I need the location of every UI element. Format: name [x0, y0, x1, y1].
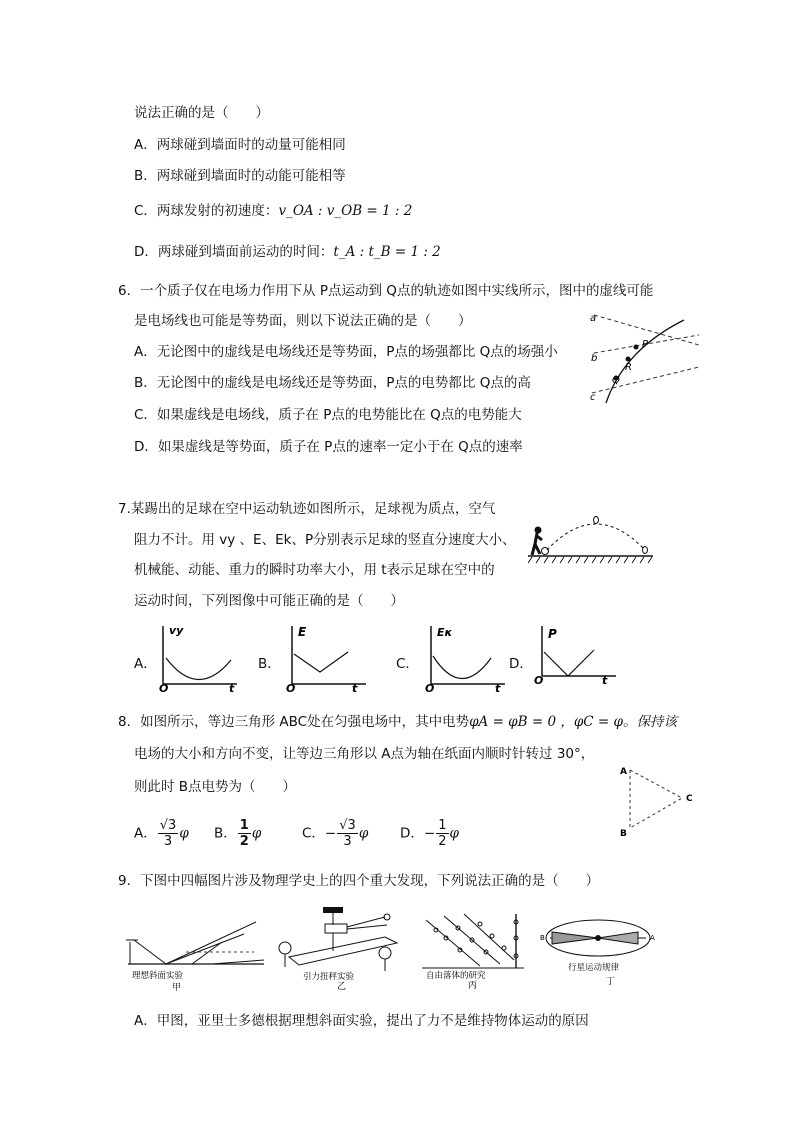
bing-caption: 自由落体的研究 — [426, 971, 486, 981]
q9-stem: 9．下图中四幅图片涉及物理学史上的四个重大发现，下列说法正确的是（ ） — [118, 873, 600, 889]
q8-stem-line3: 则此时 B点电势为（ ） — [134, 779, 297, 795]
q8-d-phi: φ — [449, 825, 459, 842]
ding-label-b: B — [540, 934, 545, 942]
bing-tag: 丙 — [468, 981, 478, 990]
q8-stem-line1-text: 8．如图所示，等边三角形 ABC处在匀强电场中，其中电势 — [118, 714, 470, 730]
graph-d-origin: O — [534, 674, 544, 687]
jia-caption: 理想斜面实验 — [132, 971, 184, 981]
q8-a-phi: φ — [179, 825, 189, 842]
q8-label-b: B — [620, 829, 627, 839]
q5-stem-tail: 说法正确的是（ ） — [134, 105, 269, 121]
ding-tag: 丁 — [606, 977, 616, 987]
q6-option-d: D．如果虚线是等势面，质子在 P点的速率一定小于在 Q点的速率 — [134, 439, 523, 455]
q5-option-d-text: D．两球碰到墙面前运动的时间： — [134, 244, 334, 260]
graph-a-origin: O — [159, 682, 169, 694]
q8-stem-line1-math: φA = φB = 0 ，φC = φ。保持该 — [469, 714, 677, 730]
q6-label-p: P — [642, 339, 649, 350]
q8-option-d-prefix: D．− — [400, 825, 436, 842]
q8-b-num: 1 — [239, 818, 249, 833]
q6-stem-line1: 6．一个质子仅在电场力作用下从 P点运动到 Q点的轨迹如图中实线所示，图中的虚线可能 — [118, 283, 654, 299]
q5-option-d-math: t_A : t_B = 1 : 2 — [333, 244, 441, 260]
q7-graph-a — [153, 622, 243, 694]
yi-caption: 引力扭秤实验 — [303, 972, 355, 982]
q8-stem-line1 — [118, 713, 677, 731]
q6-field-figure — [584, 305, 704, 405]
q7-stem-line3: 机械能、动能、重力的瞬时功率大小，用 t表示足球在空中的 — [134, 562, 495, 578]
q8-c-num: √3 — [339, 818, 356, 833]
player-icon — [532, 527, 542, 556]
jia-tag: 甲 — [172, 983, 182, 992]
q6-label-r: R — [625, 362, 632, 373]
q9-option-a: A．甲图，亚里士多德根据理想斜面实验，提出了力不是维持物体运动的原因 — [134, 1013, 589, 1029]
q6-label-q: Q — [612, 375, 620, 386]
q6-label-a: a — [590, 313, 597, 324]
q8-option-d — [400, 818, 459, 849]
q6-option-c: C．如果虚线是电场线，质子在 P点的电势能比在 Q点的电势能大 — [134, 407, 522, 423]
q8-option-a-prefix: A． — [134, 825, 157, 842]
graph-c-ylabel: Eκ — [437, 626, 453, 639]
q8-option-a — [134, 818, 189, 849]
q7-graph-b — [282, 622, 372, 694]
q8-stem-line2: 电场的大小和方向不变，让等边三角形以 A点为轴在纸面内顺时针转过 30°， — [134, 746, 595, 762]
q9-figure-jia — [126, 912, 268, 992]
q5-option-d — [134, 243, 441, 261]
graph-c-xlabel: t — [495, 682, 501, 694]
graph-c-origin: O — [425, 682, 435, 694]
graph-d-xlabel: t — [602, 674, 608, 687]
q8-a-num: √3 — [159, 818, 177, 833]
graph-a-ylabel: vy — [169, 624, 184, 637]
q5-option-a: A．两球碰到墙面时的动量可能相同 — [134, 137, 346, 153]
yi-tag: 乙 — [337, 982, 347, 991]
q7-stem-line4: 运动时间，下列图像中可能正确的是（ ） — [134, 593, 404, 609]
graph-b-origin: O — [286, 682, 296, 694]
q7-graph-b-label: B． — [258, 656, 281, 672]
q7-graph-c — [421, 622, 511, 694]
q8-d-den: 2 — [438, 834, 447, 849]
q7-graph-a-label: A． — [134, 656, 157, 672]
q8-option-b — [214, 818, 261, 849]
q8-label-a: A — [620, 767, 627, 777]
q7-graph-d — [532, 622, 622, 688]
q6-option-a: A．无论图中的虚线是电场线还是等势面，P点的场强都比 Q点的场强小 — [134, 344, 558, 360]
q6-label-c: c — [590, 392, 596, 403]
q5-option-c — [134, 202, 412, 220]
q8-b-den: 2 — [239, 834, 249, 849]
q8-label-c: C — [686, 794, 693, 804]
graph-d-ylabel: P — [548, 627, 557, 641]
q9-figure-yi — [275, 905, 415, 991]
q7-kick-figure — [528, 508, 658, 568]
q8-triangle-figure — [612, 758, 702, 840]
graph-b-xlabel: t — [352, 682, 358, 694]
q5-option-c-text: C．两球发射的初速度： — [134, 203, 279, 219]
q6-label-b: b — [591, 353, 598, 364]
q7-stem-line1: 7.某踢出的足球在空中运动轨迹如图所示，足球视为质点，空气 — [118, 501, 496, 517]
q9-figure-ding — [538, 912, 662, 992]
q8-option-c-prefix: C．− — [302, 825, 337, 842]
q8-a-den: 3 — [163, 834, 173, 849]
q8-d-num: 1 — [438, 818, 447, 833]
graph-a-xlabel: t — [229, 682, 235, 694]
q8-b-phi: φ — [251, 825, 262, 842]
q8-c-den: 3 — [343, 834, 352, 849]
q6-stem-line2: 是电场线也可能是等势面，则以下说法正确的是（ ） — [134, 313, 472, 329]
q8-c-phi: φ — [358, 825, 369, 842]
q6-option-b: B．无论图中的虚线是电场线还是等势面，P点的电势都比 Q点的高 — [134, 375, 531, 391]
q7-graph-d-label: D． — [509, 656, 533, 672]
q8-option-c — [302, 818, 368, 849]
ding-caption: 行星运动规律 — [568, 963, 620, 973]
q7-stem-line2: 阻力不计。用 vy 、E、Ek、P分别表示足球的竖直分速度大小、 — [134, 532, 516, 548]
q8-option-b-prefix: B． — [214, 825, 237, 842]
ding-label-a: A — [650, 934, 655, 942]
q7-graph-c-label: C． — [396, 656, 419, 672]
q5-option-c-math: v_OA : v_OB = 1 : 2 — [278, 203, 413, 219]
q5-option-b: B．两球碰到墙面时的动能可能相等 — [134, 168, 346, 184]
q9-figure-bing — [420, 910, 530, 990]
graph-b-ylabel: E — [298, 625, 307, 639]
